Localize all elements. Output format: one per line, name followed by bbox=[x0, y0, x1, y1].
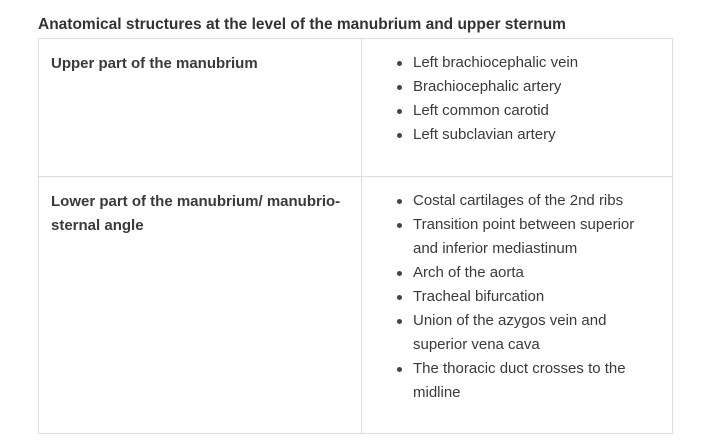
anatomy-table bbox=[38, 38, 673, 434]
list-item: The thoracic duct crosses to the midline bbox=[394, 357, 662, 405]
table-row bbox=[39, 177, 673, 434]
list-item: Brachiocephalic artery bbox=[394, 75, 662, 99]
row-items-cell bbox=[362, 177, 673, 434]
structure-list bbox=[394, 189, 662, 405]
list-item: Left common carotid bbox=[394, 99, 662, 123]
row-label: Lower part of the manubrium/ manubrio-sternal angle bbox=[39, 177, 362, 434]
table-caption: Anatomical structures at the level of the manubrium and upper sternum bbox=[38, 16, 566, 33]
list-item: Left subclavian artery bbox=[394, 123, 662, 147]
list-item: Transition point between superior and inferior mediastinum bbox=[394, 213, 662, 261]
list-item: Costal cartilages of the 2nd ribs bbox=[394, 189, 662, 213]
row-label: Upper part of the manubrium bbox=[39, 39, 362, 177]
structure-list bbox=[394, 51, 662, 147]
row-items-cell bbox=[362, 39, 673, 177]
list-item: Union of the azygos vein and superior vena cava bbox=[394, 309, 662, 357]
list-item: Tracheal bifurcation bbox=[394, 285, 662, 309]
list-item: Left brachiocephalic vein bbox=[394, 51, 662, 75]
list-item: Arch of the aorta bbox=[394, 261, 662, 285]
table-row bbox=[39, 39, 673, 177]
